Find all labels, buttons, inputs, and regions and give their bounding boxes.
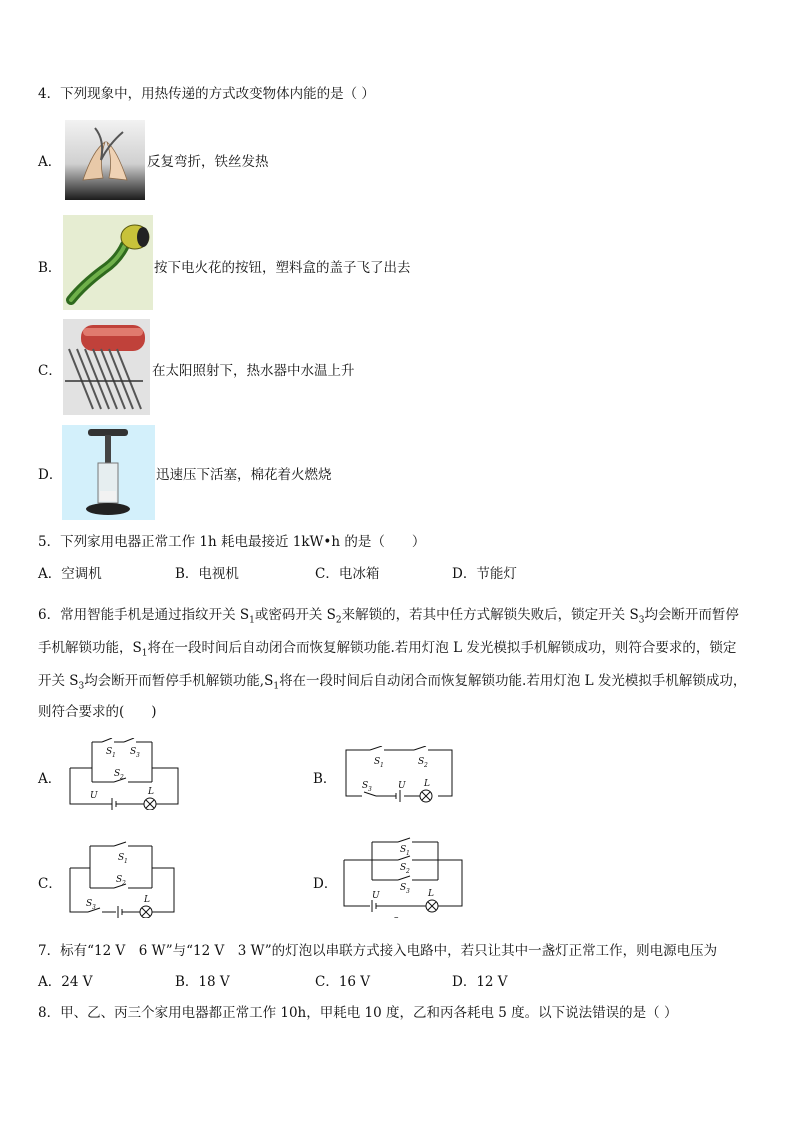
svg-text:3: 3 bbox=[92, 904, 96, 911]
q5-option-a: A．空调机 bbox=[38, 566, 102, 582]
svg-text:S: S bbox=[400, 883, 407, 893]
svg-text:S: S bbox=[116, 875, 123, 885]
svg-text:2: 2 bbox=[120, 774, 124, 781]
svg-text:S: S bbox=[400, 845, 407, 855]
q4-option-a-text: 反复弯折，铁丝发热 bbox=[147, 154, 269, 170]
svg-text:L: L bbox=[428, 889, 434, 899]
q5-option-b: B．电视机 bbox=[175, 566, 239, 582]
q5-option-d: D．节能灯 bbox=[452, 566, 517, 582]
svg-text:1: 1 bbox=[380, 762, 384, 769]
q4-option-b-letter: B． bbox=[38, 260, 62, 276]
q7-option-b: B．18 V bbox=[175, 974, 230, 990]
circuit-diagram-a bbox=[68, 738, 180, 810]
svg-text:L: L bbox=[144, 895, 150, 905]
q5-option-c: C．电冰箱 bbox=[315, 566, 380, 582]
label-s2: S bbox=[130, 747, 137, 757]
fire-piston-photo bbox=[62, 425, 155, 520]
label-s3: S bbox=[114, 769, 121, 779]
circuit-diagram-d bbox=[342, 836, 464, 922]
q4-option-a-letter: A． bbox=[38, 154, 62, 170]
q4-option-d-text: 迅速压下活塞，棉花着火燃烧 bbox=[156, 467, 332, 483]
svg-text:1: 1 bbox=[124, 858, 128, 865]
q4-option-c-text: 在太阳照射下，热水器中水温上升 bbox=[152, 363, 355, 379]
q6-line-1: 6．常用智能手机是通过指纹开关 $S_1$或密码开关 $S_2$来解锁的，若其中任方式解锁失败后，锁定开关 $S_3$均会断开而暂停 bbox=[38, 607, 739, 626]
q4-option-d-letter: D． bbox=[38, 467, 63, 483]
q8-stem: 8．甲、乙、丙三个家用电器都正常工作 10h，甲耗电 10 度，乙和丙各耗电 5 度。以下说法错误的是（ ） bbox=[38, 1005, 678, 1021]
circuit-diagram-b bbox=[342, 746, 454, 804]
svg-text:U: U bbox=[398, 781, 406, 791]
spark-ignition-box-photo bbox=[63, 215, 153, 310]
q4-option-c-letter: C． bbox=[38, 363, 62, 379]
q6-line-2: 手机解锁功能，$S_1$将在一段时间后自动闭合而恢复解锁功能.若用灯泡 L 发光模拟手机解锁成功，则符合要求的，锁定 bbox=[38, 640, 737, 659]
svg-text:3: 3 bbox=[136, 752, 140, 759]
q7-stem: 7．标有“12 V 6 W”与“12 V 3 W”的灯泡以串联方式接入电路中，若只让其中一盏灯正常工作，则电源电压为 bbox=[38, 943, 718, 959]
label-l: L bbox=[148, 787, 154, 797]
q4-option-b-text: 按下电火花的按钮，塑料盒的盖子飞了出去 bbox=[154, 260, 411, 276]
q6-option-d-letter: D． bbox=[313, 876, 338, 892]
q6-option-b-letter: B． bbox=[313, 771, 337, 787]
hands-bending-wire-photo bbox=[65, 120, 145, 200]
circuit-diagram-c bbox=[68, 838, 176, 918]
svg-text:2: 2 bbox=[122, 880, 126, 887]
q7-option-c: C．16 V bbox=[315, 974, 371, 990]
solar-water-heater-photo bbox=[63, 319, 150, 415]
label-s1: S bbox=[106, 747, 113, 757]
q6-option-c-letter: C． bbox=[38, 876, 62, 892]
svg-text:U: U bbox=[372, 891, 380, 901]
q6-line-4: 则符合要求的( ) bbox=[38, 704, 157, 720]
svg-text:S: S bbox=[86, 899, 93, 909]
svg-text:2: 2 bbox=[406, 868, 410, 875]
svg-text:2: 2 bbox=[424, 762, 428, 769]
label-u: U bbox=[90, 791, 98, 801]
q7-option-a: A．24 V bbox=[38, 974, 93, 990]
q7-option-d: D．12 V bbox=[452, 974, 508, 990]
svg-text:S: S bbox=[118, 853, 125, 863]
svg-text:1: 1 bbox=[406, 850, 410, 857]
svg-text:3: 3 bbox=[406, 888, 410, 895]
svg-text:L: L bbox=[424, 779, 430, 789]
svg-text:3: 3 bbox=[368, 786, 372, 793]
label-minus: – bbox=[394, 913, 399, 922]
q6-line-3: 开关 $S_3$均会断开而暂停手机解锁功能$,S_1$将在一段时间后自动闭合而恢复解锁功能.若用灯泡 L 发光模拟手机解锁成功， bbox=[38, 673, 747, 692]
svg-text:S: S bbox=[362, 781, 369, 791]
q4-stem: 4．下列现象中，用热传递的方式改变物体内能的是（ ） bbox=[38, 86, 375, 102]
svg-text:S: S bbox=[418, 757, 425, 767]
svg-text:S: S bbox=[400, 863, 407, 873]
q5-stem: 5．下列家用电器正常工作 1h 耗电最接近 1kW•h 的是（ ） bbox=[38, 534, 426, 550]
q6-option-a-letter: A． bbox=[38, 771, 62, 787]
svg-text:S: S bbox=[374, 757, 381, 767]
svg-text:1: 1 bbox=[112, 752, 116, 759]
